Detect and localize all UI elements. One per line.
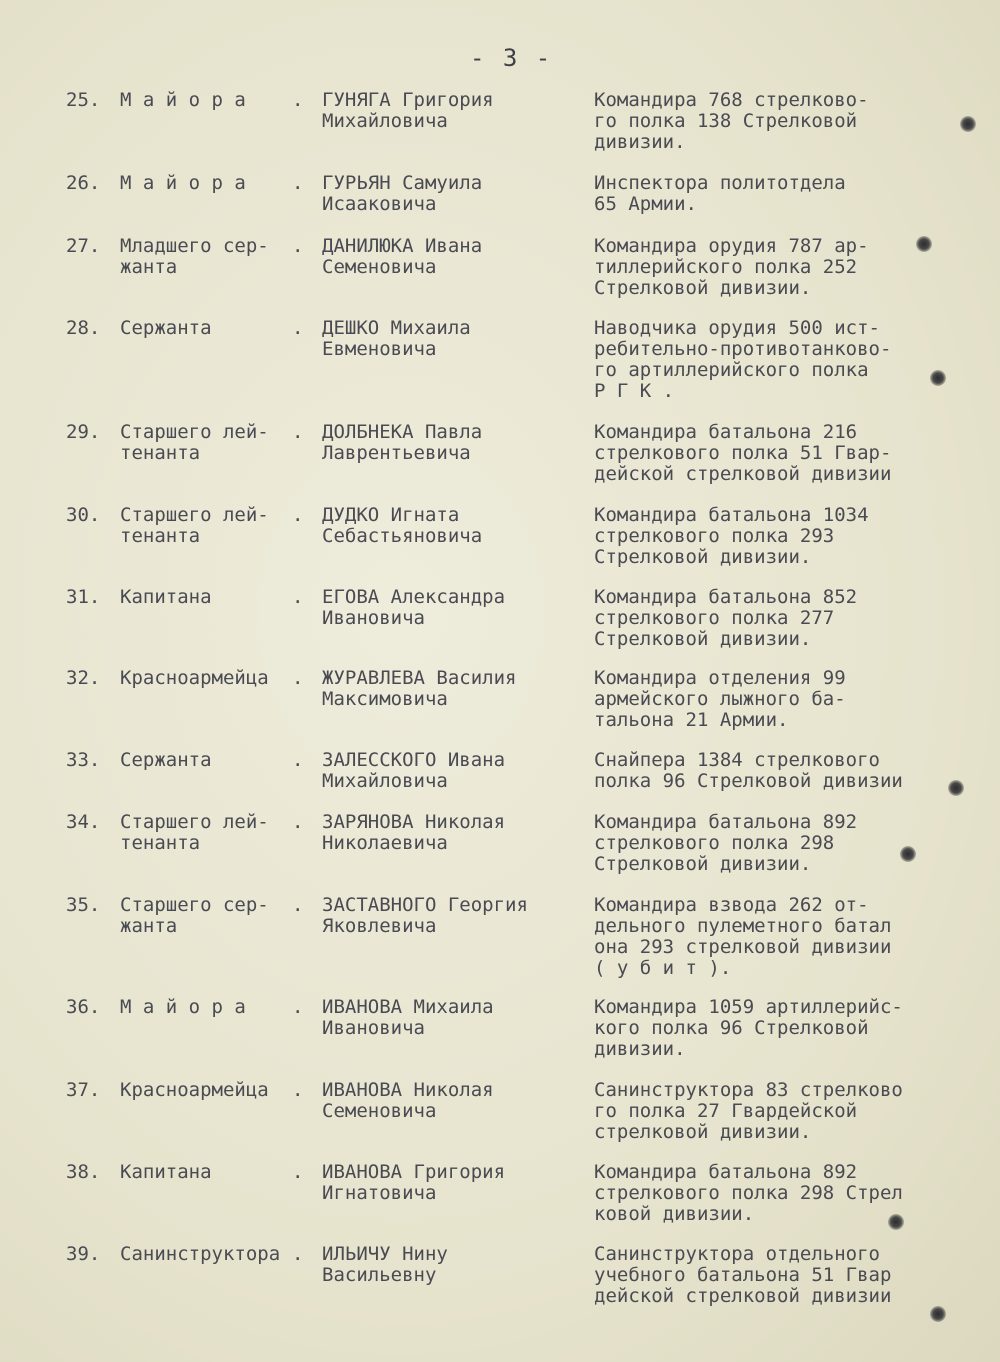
entry-position-line: Р Г К . bbox=[594, 380, 675, 402]
entry-person-name bbox=[322, 587, 582, 629]
punch-hole bbox=[930, 370, 946, 386]
entry-separator: . bbox=[292, 89, 304, 111]
entry-number: 39. bbox=[66, 1243, 101, 1265]
entry-position-line: Командира 1059 артиллерийс- bbox=[594, 996, 903, 1018]
entry-position-line: полка 96 Стрелковой дивизии bbox=[594, 770, 903, 792]
entry-rank bbox=[120, 90, 300, 111]
entry-rank bbox=[120, 173, 300, 194]
entry-person-name-line: Ивановича bbox=[322, 1017, 425, 1039]
entry-rank-line: Старшего лей- bbox=[120, 421, 269, 443]
entry-position bbox=[594, 505, 984, 568]
entry-number: 28. bbox=[66, 317, 101, 339]
entry-position bbox=[594, 1244, 984, 1307]
entry-person-name-line: Евменовича bbox=[322, 338, 437, 360]
entry-position bbox=[594, 422, 984, 485]
entry-position-line: Командира батальона 216 bbox=[594, 421, 858, 443]
entry-separator: . bbox=[292, 586, 304, 608]
entry-rank-line: Санинструктора bbox=[120, 1243, 281, 1265]
entry-person-name-line: Яковлевича bbox=[322, 915, 437, 937]
entry-position bbox=[594, 997, 984, 1060]
entry-position-line: Инспектора политотдела bbox=[594, 172, 846, 194]
entry-position-line: кого полка 96 Стрелковой bbox=[594, 1017, 869, 1039]
entry-rank-line: тенанта bbox=[120, 832, 201, 854]
entry-person-name bbox=[322, 173, 582, 215]
entry-position bbox=[594, 668, 984, 731]
entry-person-name bbox=[322, 422, 582, 464]
entry-person-name bbox=[322, 812, 582, 854]
entry-position-line: ребительно-противотанково- bbox=[594, 338, 892, 360]
entry-rank-line: Капитана bbox=[120, 586, 212, 608]
entry-position-line: дельного пулеметного батал bbox=[594, 915, 892, 937]
entry-position-line: Командира батальона 892 bbox=[594, 1161, 858, 1183]
entry-person-name-line: ДЕШКО Михаила bbox=[322, 317, 471, 339]
entry-rank bbox=[120, 668, 300, 689]
entry-separator: . bbox=[292, 1243, 304, 1265]
punch-hole bbox=[930, 1306, 946, 1322]
entry-position-line: учебного батальона 51 Гвар bbox=[594, 1264, 892, 1286]
entry-person-name bbox=[322, 668, 582, 710]
entry-separator: . bbox=[292, 1079, 304, 1101]
entry-rank bbox=[120, 236, 300, 278]
entry-position-line: го артиллерийского полка bbox=[594, 359, 869, 381]
entry-separator: . bbox=[292, 504, 304, 526]
entry-rank-line: Капитана bbox=[120, 1161, 212, 1183]
entry-number: 36. bbox=[66, 996, 101, 1018]
entry-rank bbox=[120, 587, 300, 608]
entry-person-name-line: ДОЛБНЕКА Павла bbox=[322, 421, 483, 443]
entry-rank bbox=[120, 1244, 300, 1265]
entry-person-name bbox=[322, 1162, 582, 1204]
entry-position-line: дивизии. bbox=[594, 131, 686, 153]
punch-hole bbox=[948, 780, 964, 796]
entry-position bbox=[594, 812, 984, 875]
entry-person-name-line: ГУРЬЯН Самуила bbox=[322, 172, 483, 194]
entry-position-line: 65 Армии. bbox=[594, 193, 697, 215]
entry-position-line: Командира орудия 787 ар- bbox=[594, 235, 869, 257]
entry-person-name-line: ИВАНОВА Николая bbox=[322, 1079, 494, 1101]
entry-position-line: дивизии. bbox=[594, 1038, 686, 1060]
entry-position bbox=[594, 173, 984, 215]
entry-separator: . bbox=[292, 894, 304, 916]
entry-person-name-line: Максимовича bbox=[322, 688, 448, 710]
entry-number: 37. bbox=[66, 1079, 101, 1101]
entry-position-line: стрелкового полка 298 bbox=[594, 832, 835, 854]
entry-person-name-line: ЗАСТАВНОГО Георгия bbox=[322, 894, 528, 916]
entry-position-line: Санинструктора отдельного bbox=[594, 1243, 880, 1265]
entry-separator: . bbox=[292, 811, 304, 833]
entry-rank-line: Сержанта bbox=[120, 317, 212, 339]
entry-position-line: ковой дивизии. bbox=[594, 1203, 755, 1225]
entry-position bbox=[594, 895, 984, 979]
entry-person-name bbox=[322, 236, 582, 278]
entry-number: 29. bbox=[66, 421, 101, 443]
entry-separator: . bbox=[292, 749, 304, 771]
entry-person-name-line: ЗАЛЕССКОГО Ивана bbox=[322, 749, 506, 771]
entry-rank bbox=[120, 750, 300, 771]
entry-separator: . bbox=[292, 317, 304, 339]
entry-person-name-line: ЕГОВА Александра bbox=[322, 586, 506, 608]
entry-position-line: дейской стрелковой дивизии bbox=[594, 463, 892, 485]
entry-rank-line: Старшего лей- bbox=[120, 811, 269, 833]
entry-position-line: ( у б и т ). bbox=[594, 957, 732, 979]
entry-person-name-line: Игнатовича bbox=[322, 1182, 437, 1204]
entry-rank-line: Сержанта bbox=[120, 749, 212, 771]
entry-position-line: она 293 стрелковой дивизии bbox=[594, 936, 892, 958]
entry-position-line: армейского лыжного ба- bbox=[594, 688, 846, 710]
entry-person-name-line: Васильевну bbox=[322, 1264, 437, 1286]
entry-person-name-line: Михайловича bbox=[322, 110, 448, 132]
entry-position bbox=[594, 1080, 984, 1143]
entry-position-line: Стрелковой дивизии. bbox=[594, 546, 812, 568]
entry-position bbox=[594, 750, 984, 792]
entry-position-line: Командира 768 стрелково- bbox=[594, 89, 869, 111]
entry-person-name bbox=[322, 90, 582, 132]
entry-rank-line: тенанта bbox=[120, 525, 201, 547]
entry-person-name-line: Семеновича bbox=[322, 256, 437, 278]
entry-person-name-line: Ивановича bbox=[322, 607, 425, 629]
entry-position-line: го полка 27 Гвардейской bbox=[594, 1100, 858, 1122]
entry-number: 31. bbox=[66, 586, 101, 608]
entry-number: 34. bbox=[66, 811, 101, 833]
entry-rank bbox=[120, 422, 300, 464]
entry-position bbox=[594, 90, 984, 153]
entry-position-line: тиллерийского полка 252 bbox=[594, 256, 858, 278]
entry-person-name-line: Семеновича bbox=[322, 1100, 437, 1122]
entry-person-name bbox=[322, 997, 582, 1039]
entry-person-name bbox=[322, 1080, 582, 1122]
entry-rank-line: М а й о р а bbox=[120, 996, 246, 1018]
entry-separator: . bbox=[292, 996, 304, 1018]
entry-position bbox=[594, 587, 984, 650]
entry-rank bbox=[120, 895, 300, 937]
entry-separator: . bbox=[292, 1161, 304, 1183]
punch-hole bbox=[960, 116, 976, 132]
entry-number: 38. bbox=[66, 1161, 101, 1183]
entry-person-name-line: ГУНЯГА Григория bbox=[322, 89, 494, 111]
entry-person-name-line: Себастьяновича bbox=[322, 525, 483, 547]
entry-position-line: Командира взвода 262 от- bbox=[594, 894, 869, 916]
entry-number: 26. bbox=[66, 172, 101, 194]
entry-position-line: стрелкового полка 293 bbox=[594, 525, 835, 547]
entry-person-name bbox=[322, 1244, 582, 1286]
entry-rank bbox=[120, 997, 300, 1018]
entry-person-name-line: ИЛЬИЧУ Нину bbox=[322, 1243, 448, 1265]
entry-position-line: го полка 138 Стрелковой bbox=[594, 110, 858, 132]
entry-person-name bbox=[322, 505, 582, 547]
entry-rank-line: М а й о р а bbox=[120, 172, 246, 194]
entry-position-line: Санинструктора 83 стрелково bbox=[594, 1079, 903, 1101]
entry-number: 35. bbox=[66, 894, 101, 916]
entry-separator: . bbox=[292, 667, 304, 689]
entry-rank bbox=[120, 1080, 300, 1101]
entry-position-line: Снайпера 1384 стрелкового bbox=[594, 749, 880, 771]
entry-person-name-line: ЗАРЯНОВА Николая bbox=[322, 811, 506, 833]
entry-rank-line: Старшего сер- bbox=[120, 894, 269, 916]
entry-rank bbox=[120, 812, 300, 854]
entry-rank bbox=[120, 318, 300, 339]
entry-number: 30. bbox=[66, 504, 101, 526]
entry-rank-line: Красноармейца bbox=[120, 1079, 269, 1101]
entry-position-line: Командира батальона 852 bbox=[594, 586, 858, 608]
entry-position bbox=[594, 1162, 984, 1225]
entry-person-name bbox=[322, 895, 582, 937]
entry-position-line: стрелкового полка 277 bbox=[594, 607, 835, 629]
entry-number: 25. bbox=[66, 89, 101, 111]
entry-position-line: дейской стрелковой дивизии bbox=[594, 1285, 892, 1307]
entry-separator: . bbox=[292, 172, 304, 194]
entry-rank bbox=[120, 1162, 300, 1183]
entry-person-name bbox=[322, 318, 582, 360]
entry-rank-line: тенанта bbox=[120, 442, 201, 464]
punch-hole bbox=[888, 1214, 904, 1230]
entry-person-name-line: ИВАНОВА Михаила bbox=[322, 996, 494, 1018]
entry-position-line: Стрелковой дивизии. bbox=[594, 853, 812, 875]
entry-person-name-line: ИВАНОВА Григория bbox=[322, 1161, 506, 1183]
punch-hole bbox=[916, 236, 932, 252]
entry-position-line: стрелковой дивизии. bbox=[594, 1121, 812, 1143]
entry-position-line: Наводчика орудия 500 ист- bbox=[594, 317, 880, 339]
entry-rank-line: Старшего лей- bbox=[120, 504, 269, 526]
entry-position-line: Стрелковой дивизии. bbox=[594, 628, 812, 650]
entry-person-name bbox=[322, 750, 582, 792]
entry-position bbox=[594, 318, 984, 402]
entry-person-name-line: Лаврентьевича bbox=[322, 442, 471, 464]
entry-position-line: стрелкового полка 51 Гвар- bbox=[594, 442, 892, 464]
entry-position-line: Командира отделения 99 bbox=[594, 667, 846, 689]
entry-rank-line: Младшего сер- bbox=[120, 235, 269, 257]
entry-position-line: Командира батальона 1034 bbox=[594, 504, 869, 526]
entry-position-line: Командира батальона 892 bbox=[594, 811, 858, 833]
entry-separator: . bbox=[292, 421, 304, 443]
entry-rank bbox=[120, 505, 300, 547]
entry-separator: . bbox=[292, 235, 304, 257]
entry-rank-line: жанта bbox=[120, 915, 178, 937]
entry-person-name-line: ДУДКО Игната bbox=[322, 504, 460, 526]
entry-rank-line: М а й о р а bbox=[120, 89, 246, 111]
entry-rank-line: Красноармейца bbox=[120, 667, 269, 689]
entry-position-line: Стрелковой дивизии. bbox=[594, 277, 812, 299]
entry-position-line: стрелкового полка 298 Стрел bbox=[594, 1182, 903, 1204]
entry-person-name-line: Николаевича bbox=[322, 832, 448, 854]
entry-number: 33. bbox=[66, 749, 101, 771]
entry-number: 32. bbox=[66, 667, 101, 689]
page-number: - 3 - bbox=[470, 44, 553, 72]
punch-hole bbox=[900, 846, 916, 862]
entry-person-name-line: Исааковича bbox=[322, 193, 437, 215]
entry-rank-line: жанта bbox=[120, 256, 178, 278]
entry-person-name-line: Михайловича bbox=[322, 770, 448, 792]
entry-person-name-line: ДАНИЛЮКА Ивана bbox=[322, 235, 483, 257]
entry-position-line: тальона 21 Армии. bbox=[594, 709, 789, 731]
entry-number: 27. bbox=[66, 235, 101, 257]
entry-person-name-line: ЖУРАВЛЕВА Василия bbox=[322, 667, 517, 689]
